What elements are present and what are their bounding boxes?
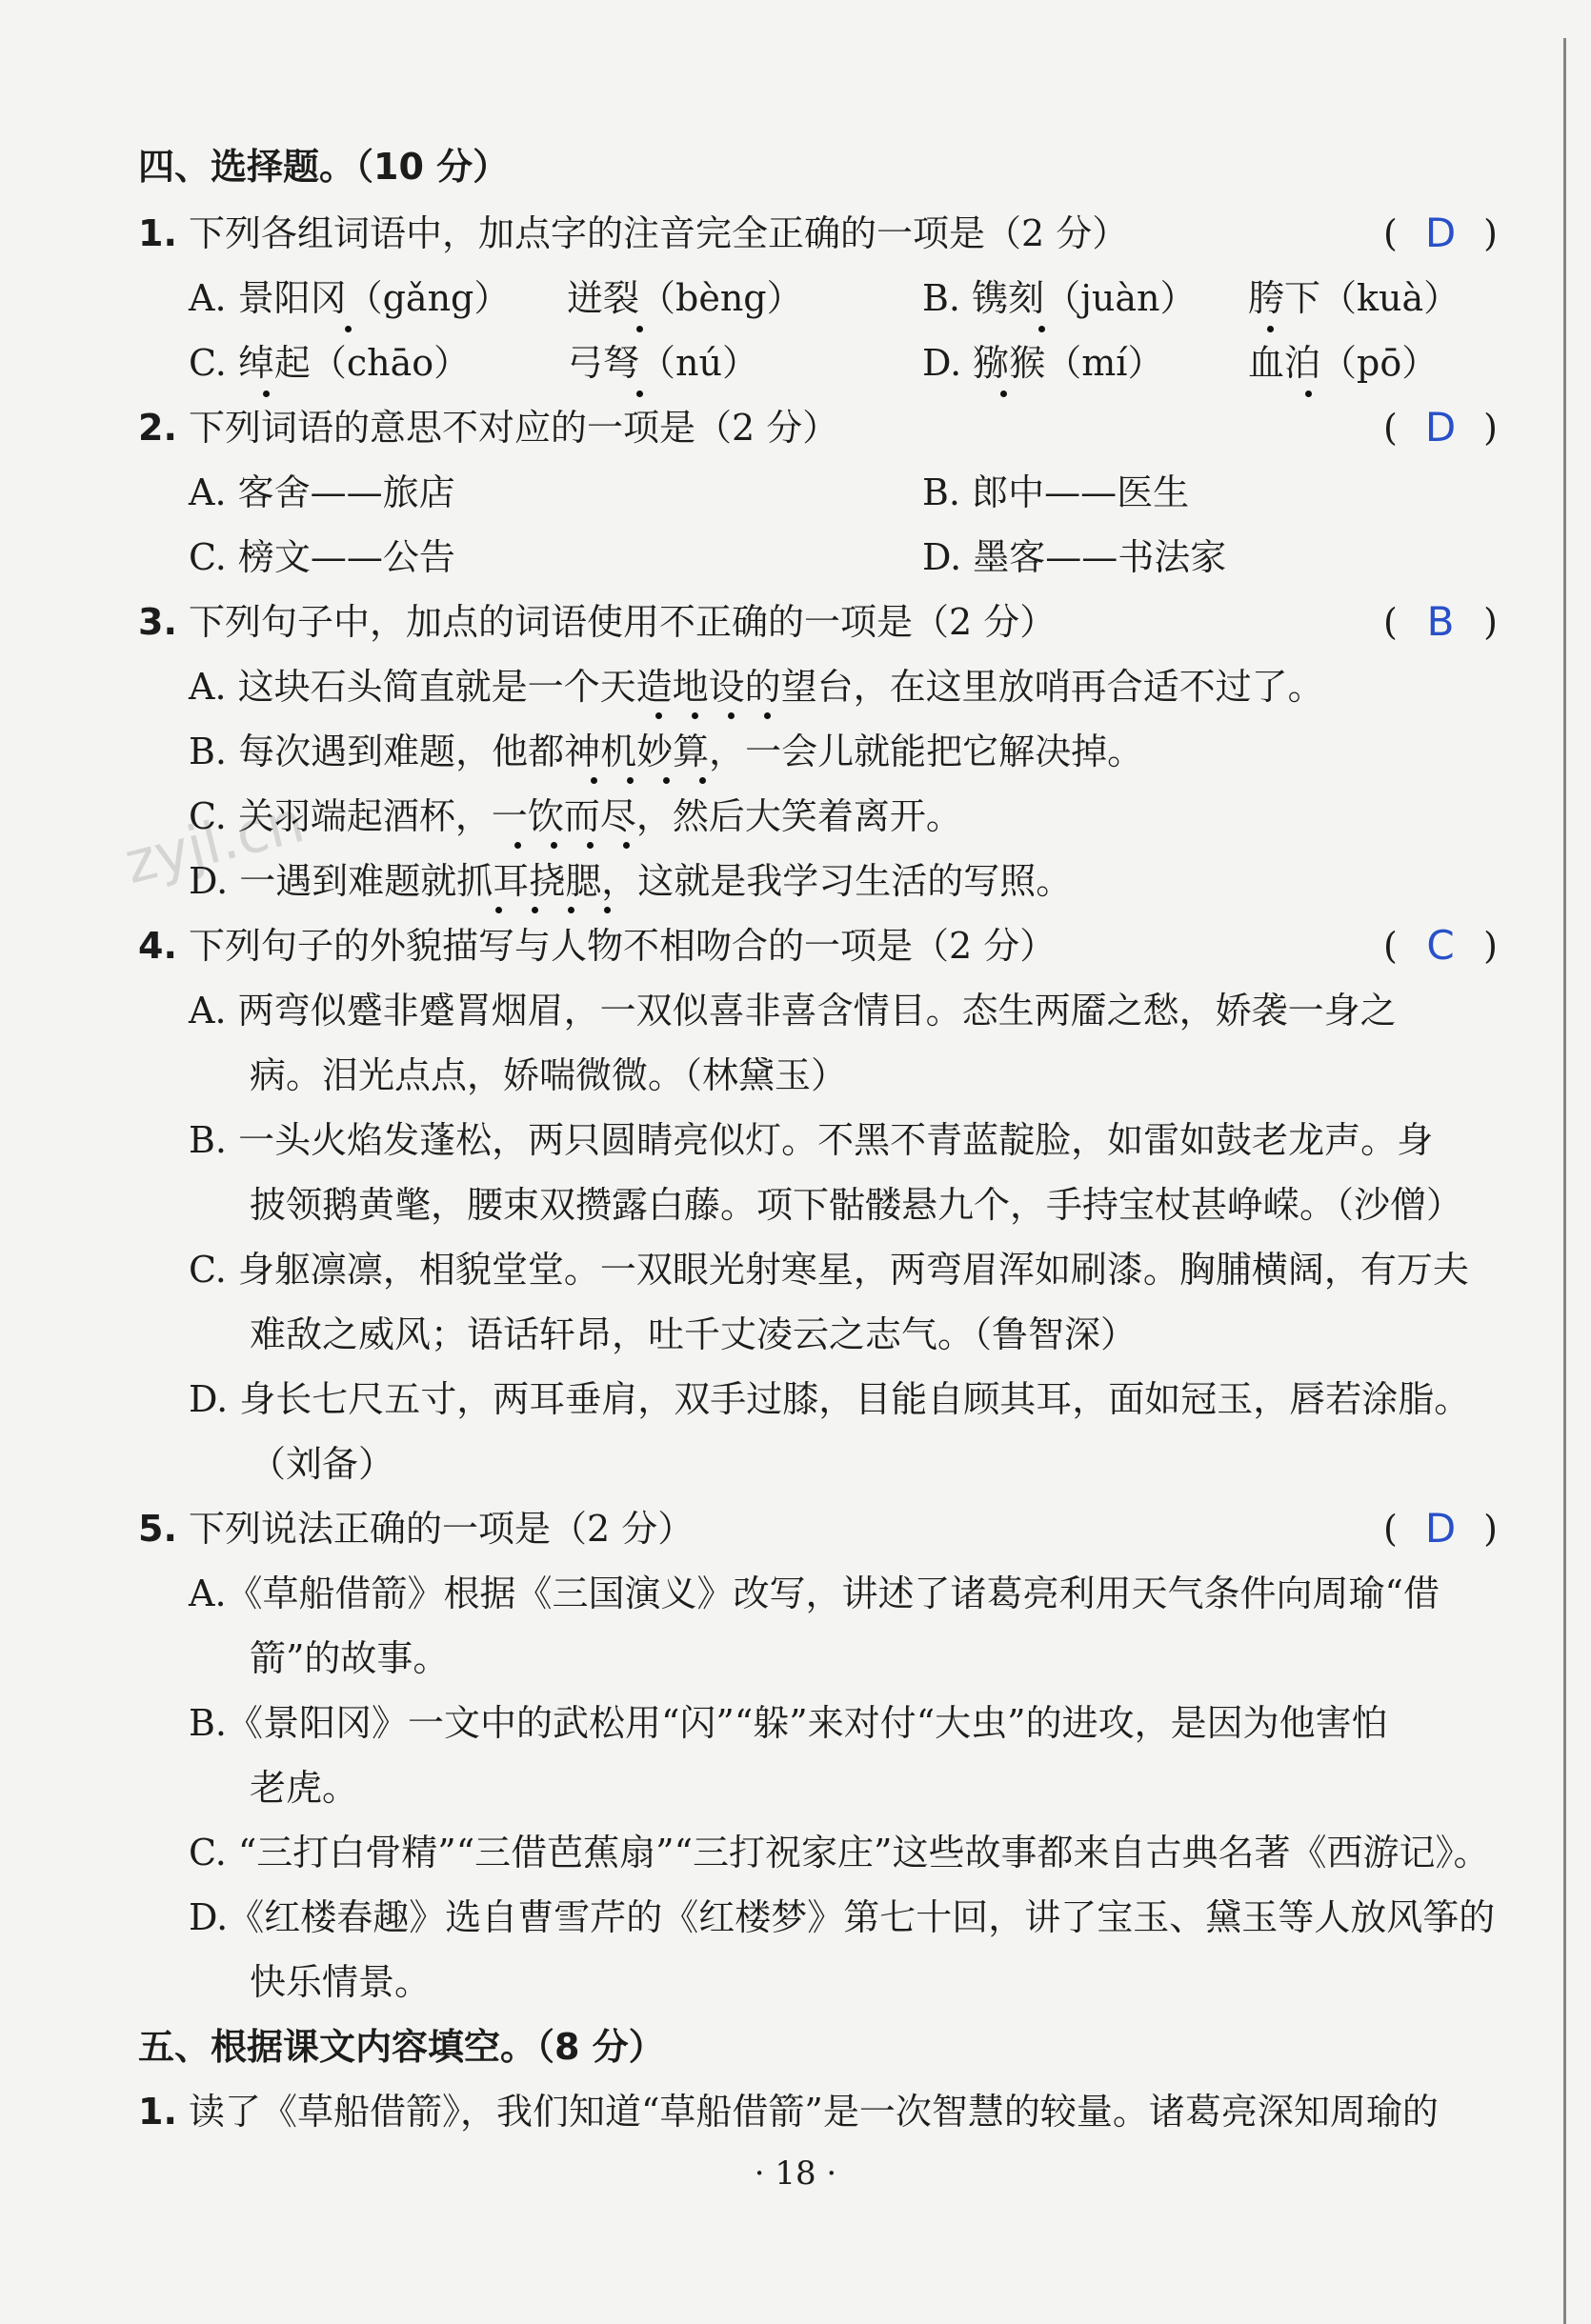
q1-option-b-word-2: 胯下（kuà） — [1248, 277, 1460, 319]
question-4-answer: C — [1426, 922, 1455, 969]
question-3-stem: 下列句子中，加点的词语使用不正确的一项是（2 分） — [189, 601, 1057, 643]
emphasis-dot — [699, 777, 706, 784]
emphasis-dot — [551, 842, 557, 849]
q4-option-a-line-1: A. 两弯似蹙非蹙罥烟眉，一双似喜非喜含情目。态生两靥之愁，娇袭一身之 — [189, 990, 1397, 1032]
q4-option-c-line-1: C. 身躯凛凛，相貌堂堂。一双眼光射寒星，两弯眉浑如刷漆。胸脯横阔，有万夫 — [189, 1249, 1469, 1291]
q5-option-b-line-1: B.《景阳冈》一文中的武松用“闪”“躲”来对付“大虫”的进攻，是因为他害怕 — [189, 1702, 1388, 1744]
q1-option-a: A. 景阳冈（gǎng） — [189, 277, 511, 319]
emphasis-dot — [568, 907, 574, 913]
q1-option-a-word-2: 迸裂（bèng） — [567, 277, 803, 319]
emphasis-dot — [1267, 326, 1274, 332]
emphasis-dot — [623, 842, 630, 849]
question-2-stem: 下列词语的意思不对应的一项是（2 分） — [189, 407, 839, 449]
question-2-number: 2. — [138, 407, 177, 449]
q1-option-c: C. 绰起（chāo） — [189, 342, 471, 384]
question-3-answer-box: ( B ) — [1383, 598, 1498, 645]
emphasis-dot — [495, 907, 502, 913]
emphasis-dot — [587, 842, 594, 849]
q1-option-d: D. 猕猴（mí） — [922, 342, 1164, 384]
question-5-answer-box: ( D ) — [1383, 1505, 1498, 1552]
q3-option-a: A. 这块石头简直就是一个天造地设的望台，在这里放哨再合适不过了。 — [189, 666, 1324, 708]
section-4-title: 四、选择题。（10 分） — [138, 146, 510, 188]
q3-option-c: C. 关羽端起酒杯，一饮而尽，然后大笑着离开。 — [189, 795, 962, 837]
question-3-answer: B — [1426, 598, 1455, 645]
watermark: zyjl.cn — [118, 789, 312, 897]
emphasis-dot — [636, 391, 643, 397]
page-edge-line — [1563, 38, 1566, 2324]
emphasis-dot — [263, 391, 270, 397]
q4-option-b-line-1: B. 一头火焰发蓬松，两只圆睛亮似灯。不黑不青蓝靛脸，如雷如鼓老龙声。身 — [189, 1119, 1434, 1161]
question-1-number: 1. — [138, 212, 177, 254]
q4-option-c-line-2: 难敌之威风；语话轩昂，吐千丈凌云之志气。（鲁智深） — [250, 1313, 1138, 1355]
emphasis-dot — [604, 907, 611, 913]
question-1-answer-box: ( D ) — [1383, 210, 1498, 256]
q4-option-b-line-2: 披领鹅黄氅，腰束双攒露白藤。项下骷髅悬九个，手持宝杖甚峥嵘。（沙僧） — [250, 1184, 1463, 1226]
emphasis-dot — [1038, 326, 1045, 332]
question-5-answer: D — [1424, 1505, 1457, 1552]
emphasis-dot — [345, 326, 352, 332]
emphasis-dot — [532, 907, 538, 913]
emphasis-dot — [627, 777, 634, 784]
question-4-number: 4. — [138, 925, 177, 967]
question-5-number: 5. — [138, 1508, 177, 1550]
question-1-stem: 下列各组词语中，加点字的注音完全正确的一项是（2 分） — [189, 212, 1129, 254]
section-5-title: 五、根据课文内容填空。（8 分） — [138, 2026, 665, 2068]
q5-option-a-line-2: 箭”的故事。 — [250, 1637, 450, 1679]
question-5-stem: 下列说法正确的一项是（2 分） — [189, 1508, 695, 1550]
q1-option-b: B. 镌刻（juàn） — [922, 277, 1197, 319]
question-3-number: 3. — [138, 601, 177, 643]
emphasis-dot — [692, 712, 698, 719]
q3-option-d: D. 一遇到难题就抓耳挠腮，这就是我学习生活的写照。 — [189, 860, 1073, 902]
q5-option-d-line-2: 快乐情景。 — [250, 1961, 432, 2003]
emphasis-dot — [764, 712, 771, 719]
q3-option-b: B. 每次遇到难题，他都神机妙算，一会儿就能把它解决掉。 — [189, 731, 1144, 772]
question-4-stem: 下列句子的外貌描写与人物不相吻合的一项是（2 分） — [189, 925, 1057, 967]
q2-option-a: A. 客舍——旅店 — [189, 471, 455, 513]
question-1-answer: D — [1424, 210, 1457, 256]
emphasis-dot — [728, 712, 735, 719]
section-5-question-1-text: 读了《草船借箭》，我们知道“草船借箭”是一次智慧的较量。诸葛亮深知周瑜的 — [189, 2091, 1439, 2133]
emphasis-dot — [1000, 391, 1007, 397]
emphasis-dot — [636, 326, 643, 332]
q5-option-b-line-2: 老虎。 — [250, 1767, 359, 1809]
q2-option-b: B. 郎中——医生 — [922, 471, 1190, 513]
section-5-question-1-number: 1. — [138, 2091, 177, 2133]
emphasis-dot — [591, 777, 597, 784]
q5-option-c-line-1: C. “三打白骨精”“三借芭蕉扇”“三打祝家庄”这些故事都来自古典名著《西游记》。 — [189, 1832, 1490, 1873]
emphasis-dot — [514, 842, 521, 849]
q5-option-d-line-1: D.《红楼春趣》选自曹雪芹的《红楼梦》第七十回，讲了宝玉、黛玉等人放风筝的 — [189, 1896, 1496, 1938]
emphasis-dot — [1305, 391, 1312, 397]
q4-option-d-line-2: （刘备） — [250, 1443, 395, 1485]
q2-option-d: D. 墨客——书法家 — [922, 536, 1227, 578]
question-2-answer-box: ( D ) — [1383, 404, 1498, 451]
question-2-answer: D — [1424, 404, 1457, 451]
q1-option-d-word-2: 血泊（pō） — [1248, 342, 1439, 384]
q5-option-a-line-1: A.《草船借箭》根据《三国演义》改写，讲述了诸葛亮利用天气条件向周瑜“借 — [189, 1573, 1440, 1614]
q4-option-a-line-2: 病。泪光点点，娇喘微微。（林黛玉） — [250, 1054, 848, 1096]
emphasis-dot — [663, 777, 670, 784]
q1-option-c-word-2: 弓弩（nú） — [567, 342, 758, 384]
emphasis-dot — [655, 712, 662, 719]
q4-option-d-line-1: D. 身长七尺五寸，两耳垂肩，双手过膝，目能自顾其耳，面如冠玉，唇若涂脂。 — [189, 1378, 1471, 1420]
question-4-answer-box: ( C ) — [1383, 922, 1498, 969]
page-number: · 18 · — [754, 2154, 837, 2193]
q2-option-c: C. 榜文——公告 — [189, 536, 455, 578]
